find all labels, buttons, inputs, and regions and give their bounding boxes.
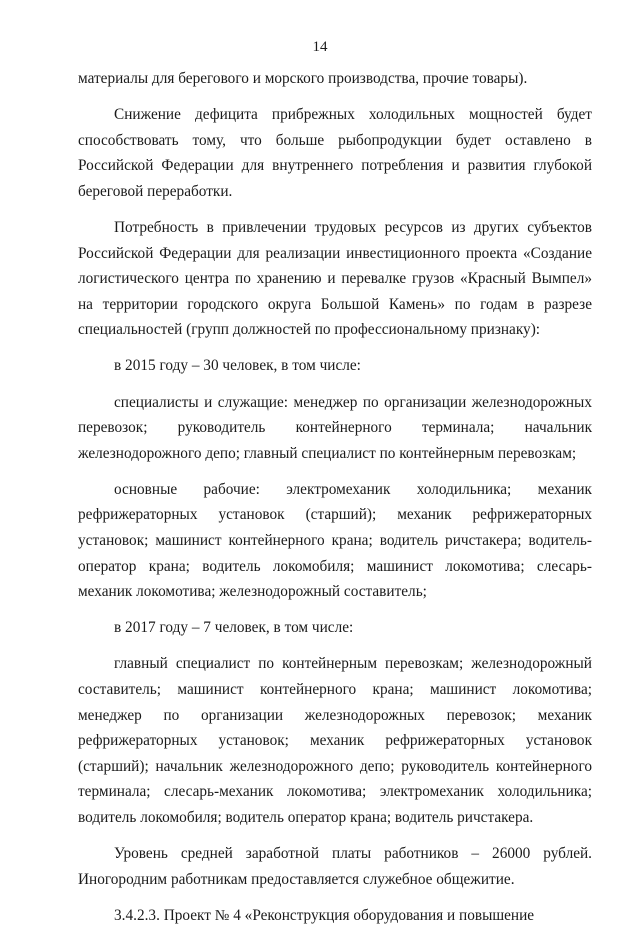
paragraph-project-4-heading: 3.4.2.3. Проект № 4 «Реконструкция оборудования и повышение	[114, 906, 535, 924]
paragraph-continuation: материалы для берегового и морского производства, прочие товары).	[78, 70, 528, 87]
paragraph-workers-2015: основные рабочие: электромеханик холодильника; механик рефрижераторных установок (старший); механик рефрижераторных установок; машинист контейнерного крана; водитель ричстакера; водитель-оператор крана; водитель локомобиля; машинист локомотива; слесарь-механик локомотива; железнодорожный составитель;	[78, 480, 592, 601]
document-body	[78, 66, 592, 928]
paragraph-salary: Уровень средней заработной платы работников – 26000 рублей. Иногородним работникам предоставляется служебное общежитие.	[78, 845, 592, 888]
paragraph-year-2017: в 2017 году – 7 человек, в том числе:	[114, 619, 354, 637]
paragraph-specialists-2015: специалисты и служащие: менеджер по организации железнодорожных перевозок; руководитель контейнерного терминала; начальник железнодорожного депо; главный специалист по контейнерным перевозкам;	[78, 393, 592, 462]
paragraph-cold-storage-deficit: Снижение дефицита прибрежных холодильных мощностей будет способствовать тому, что больше рыбопродукции будет оставлено в Российской Федерации для внутреннего потребления и развития глубокой береговой переработки.	[78, 106, 592, 200]
paragraph-year-2015: в 2015 году – 30 человек, в том числе:	[114, 357, 361, 375]
paragraph-positions-2017: главный специалист по контейнерным перевозкам; железнодорожный составитель; машинист контейнерного крана; машинист локомотива; менеджер по организации железнодорожных перевозок; механик рефрижераторных установок; механик рефрижераторных установок (старший); начальник железнодорожного депо; руководитель контейнерного терминала; слесарь-механик локомотива; электромеханик холодильника; водитель локомобиля; водитель оператор крана; водитель ричстакера.	[78, 655, 592, 826]
paragraph-labor-need: Потребность в привлечении трудовых ресурсов из других субъектов Российской Федерации для реализации инвестиционного проекта «Создание логистического центра по хранению и перевалке грузов «Красный Вымпел» на территории городского округа Большой Камень» по годам в разрезе специальностей (групп должностей по профессиональному признаку):	[78, 218, 592, 339]
page-number: 14	[312, 39, 328, 55]
